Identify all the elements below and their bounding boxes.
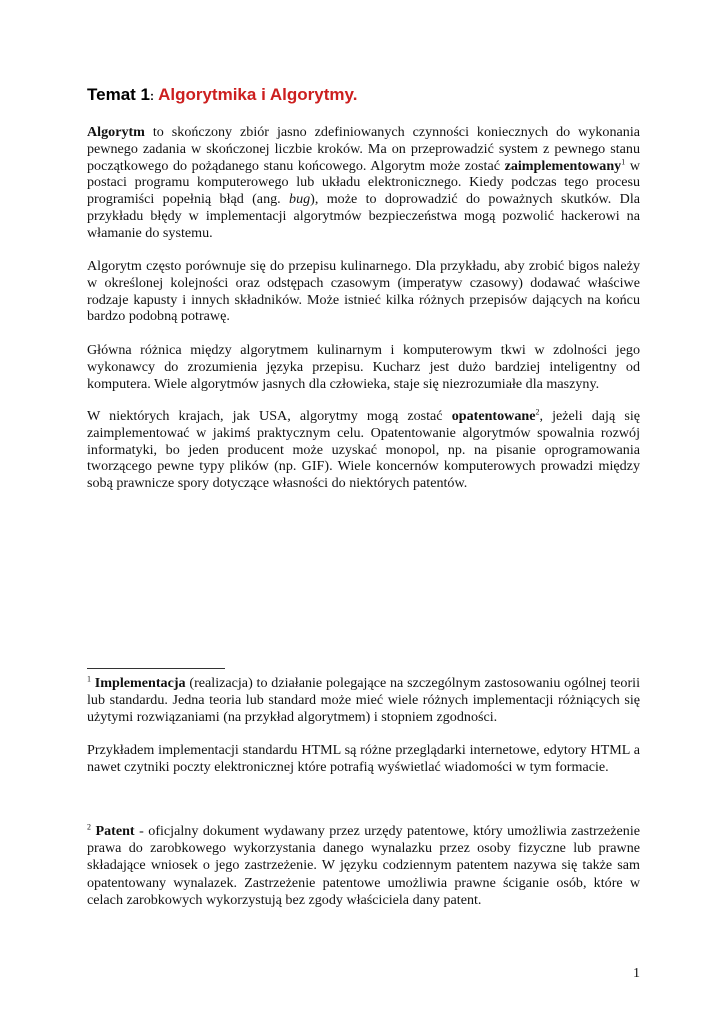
paragraph-patents [87, 408, 640, 492]
footnote-text: (realizacja) to działanie polegające na szczególnym zastosowaniu ogólnej teorii lub standardu. Jedna teoria lub standard może mieć wiele różnych implementacji różniących się użytymi rozwiązaniami (na przykład algorytmem) i stopniem zgodności. [87, 675, 640, 726]
paragraph-text: W niektórych krajach, jak USA, algorytmy mogą zostać [87, 408, 452, 424]
footnote-2 [87, 823, 640, 909]
paragraph-main-difference: Główna różnica między algorytmem kulinarnym i komputerowym tkwi w zdolności jego wykonawcy do zrozumienia języka przepisu. Kucharz jest dużo bardziej inteligentny od komputera. Wiele algorytmów jasnych dla człowieka, staje się niezrozumiałe dla maszyny. [87, 342, 640, 392]
title-dot: . [352, 85, 358, 104]
page-number: 1 [633, 966, 640, 981]
title-prefix: Temat 1 [87, 85, 150, 104]
paragraph-text: w postaci programu komputerowego lub układu elektronicznego. Kiedy podczas tego procesu programiści popełnią błąd (ang. [87, 157, 640, 208]
footnote-number-2: 2 [87, 822, 91, 832]
paragraph-text: ), może to doprowadzić do poważnych skutków. Dla przykładu błędy w implementacji algorytmów bezpieczeństwa mogą pozwolić hackerowi na włamanie do systemu. [87, 191, 640, 241]
term-zaimplementowany: zaimplementowany [504, 157, 622, 174]
footnote-ref-2: 2 [535, 407, 540, 417]
footnote-1 [87, 675, 640, 727]
title-topic: Algorytmika i Algorytmy [158, 85, 353, 104]
term-patent: Patent [95, 823, 135, 839]
term-implementacja: Implementacja [94, 675, 186, 691]
paragraph-text: to skończony zbiór jasno zdefiniowanych czynności koniecznych do wykonania pewnego zadania w skończonej liczbie kroków. Ma on przeprowadzić system z pewnego stanu początkowego do pożądanego stanu końcowego. Algorytm może zostać [87, 124, 640, 174]
footnote-1-paragraph-2: Przykładem implementacji standardu HTML są różne przeglądarki internetowe, edytory HTML a nawet czytniki poczty elektronicznej które potrafią wyświetlać wiadomości w tym formacie. [87, 742, 640, 776]
term-algorytm: Algorytm [87, 124, 145, 140]
footnote-number-1: 1 [87, 674, 91, 684]
footnote-text: - oficjalny dokument wydawany przez urzędy patentowe, który umożliwia zastrzeżenie prawa do zarobkowego wykorzystania danego wynalazku przez osoby fizyczne lub prawne składające wniosek o jego zastrzeżenie. W języku codziennym patentem nazywa się także sam opatentowany wynalazek. Zastrzeżenie patentowe umożliwia prawne ściganie osób, które w celach zarobkowych wykorzystują bez zgody właściciela dany patent. [87, 823, 640, 908]
paragraph-recipe-analogy: Algorytm często porównuje się do przepisu kulinarnego. Dla przykładu, aby zrobić bigos należy w określonej kolejności oraz odstępach czasowym (imperatyw czasowy) dodawać właściwe rodzaje kapusty i innych składników. Może istnieć kilka różnych przepisów dających na końcu bardzo podobną potrawę. [87, 258, 640, 325]
term-bug: bug [289, 191, 311, 208]
footnote-separator [87, 668, 225, 669]
paragraph-algorithm-definition [87, 124, 640, 242]
paragraph-text: , jeżeli dają się zaimplementować w jakimś praktycznym celu. Opatentowanie algorytmów spowalnia rozwój informatyki, bo jeden producent może uzyskać monopol, np. na pisanie oprogramowania tworzącego pewne typy plików (np. GIF). Wiele koncernów komputerowych prowadzi między sobą prawnicze spory dotyczące własności do niektórych patentów. [87, 408, 640, 492]
term-opatentowane: opatentowane [451, 408, 536, 424]
footnote-ref-1: 1 [621, 156, 626, 166]
title-colon: : [150, 89, 154, 103]
page-title [87, 85, 357, 105]
